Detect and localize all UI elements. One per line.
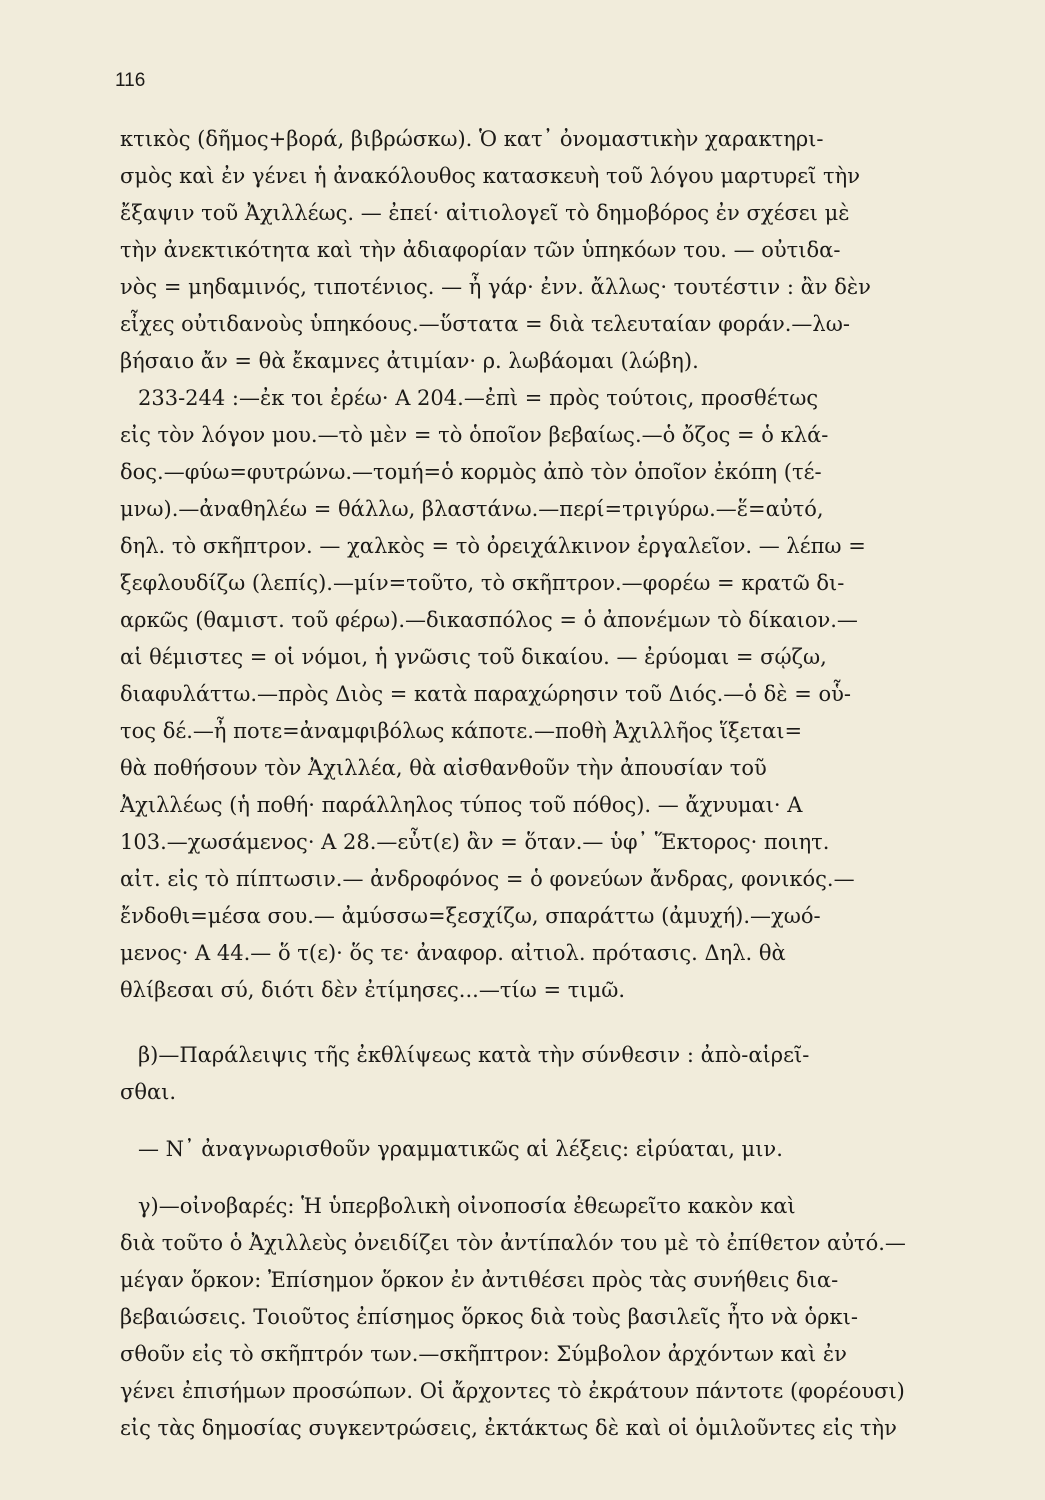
text-line: βεβαιώσεις. Τοιοῦτος ἐπίσημος ὅρκος διὰ τοὺς βασιλεῖς ἦτο νὰ ὁρκι-	[120, 1305, 858, 1329]
text-line: — Ν᾽ ἀναγνωρισθοῦν γραμματικῶς αἱ λέξεις: εἰρύαται, μιν.	[138, 1137, 783, 1161]
text-line: κτικὸς (δῆμος+βορά, βιβρώσκω). Ὁ κατ᾽ ὀνομαστικὴν χαρακτηρι-	[120, 127, 824, 151]
text-line: ἔξαψιν τοῦ Ἀχιλλέως. — ἐπεί· αἰτιολογεῖ τὸ δημοβόρος ἐν σχέσει μὲ	[120, 201, 850, 225]
paragraph-gap	[120, 1168, 980, 1188]
text-line: βήσαιο ἄν = θὰ ἔκαμνες ἀτιμίαν· ρ. λωβάομαι (λώβη).	[120, 349, 699, 373]
text-line: εἰς τὸν λόγον μου.—τὸ μὲν = τὸ ὁποῖον βεβαίως.—ὁ ὄζος = ὁ κλά-	[120, 423, 829, 447]
text-line: μνω).—ἀναθηλέω = θάλλω, βλαστάνω.—περί=τριγύρω.—ἕ=αὐτό,	[120, 497, 824, 521]
text-line: τὴν ἀνεκτικότητα καὶ τὴν ἀδιαφορίαν τῶν ὑπηκόων του. — οὐτιδα-	[120, 238, 841, 262]
text-line: δος.—φύω=φυτρώνω.—τομή=ὁ κορμὸς ἀπὸ τὸν ὁποῖον ἐκόπη (τέ-	[120, 460, 822, 484]
text-line: δηλ. τὸ σκῆπτρον. — χαλκὸς = τὸ ὀρειχάλκινον ἐργαλεῖον. — λέπω =	[120, 534, 866, 558]
paragraph-gap	[120, 1009, 980, 1037]
text-line: αρκῶς (θαμιστ. τοῦ φέρω).—δικασπόλος = ὁ ἀπονέμων τὸ δίκαιον.—	[120, 608, 858, 632]
text-line: διὰ τοῦτο ὁ Ἀχιλλεὺς ὀνειδίζει τὸν ἀντίπαλόν του μὲ τὸ ἐπίθετον αὐτό.—	[120, 1231, 906, 1255]
text-line: σθοῦν εἰς τὸ σκῆπτρόν των.—σκῆπτρον: Σύμβολον ἀρχόντων καὶ ἐν	[120, 1342, 847, 1366]
text-line: τος δέ.—ἦ ποτε=ἀναμφιβόλως κάποτε.—ποθὴ Ἀχιλλῆος ἵξεται=	[120, 719, 803, 743]
commentary-text	[120, 121, 980, 1447]
text-line: Ἀχιλλέως (ἡ ποθή· παράλληλος τύπος τοῦ πόθος). — ἄχνυμαι· Α	[120, 793, 803, 817]
text-line: 103.—χωσάμενος· Α 28.—εὖτ(ε) ἂν = ὅταν.— ὑφ᾽ Ἕκτορος· ποιητ.	[120, 830, 830, 854]
text-line: εἰς τὰς δημοσίας συγκεντρώσεις, ἐκτάκτως δὲ καὶ οἱ ὁμιλοῦντες εἰς τὴν	[120, 1416, 897, 1440]
text-line: σθαι.	[120, 1080, 177, 1104]
paragraph-gap	[120, 1111, 980, 1131]
text-line: ἔνδοθι=μέσα σου.— ἀμύσσω=ξεσχίζω, σπαράττω (ἀμυχή).—χωό-	[120, 904, 821, 928]
text-line: β)—Παράλειψις τῆς ἐκθλίψεως κατὰ τὴν σύνθεσιν : ἀπὸ-αἱρεῖ-	[138, 1043, 810, 1067]
text-line: σμὸς καὶ ἐν γένει ἡ ἀνακόλουθος κατασκευὴ τοῦ λόγου μαρτυρεῖ τὴν	[120, 164, 860, 188]
text-line: γένει ἐπισήμων προσώπων. Οἱ ἄρχοντες τὸ ἐκράτουν πάντοτε (φορέουσι)	[120, 1379, 905, 1403]
text-line: γ)—οἰνοβαρές: Ἡ ὑπερβολικὴ οἰνοποσία ἐθεωρεῖτο κακὸν καὶ	[138, 1194, 796, 1218]
text-line: μενος· Α 44.— ὅ τ(ε)· ὅς τε· ἀναφορ. αἰτιολ. πρότασις. Δηλ. θὰ	[120, 941, 786, 965]
text-line: αἱ θέμιστες = οἱ νόμοι, ἡ γνῶσις τοῦ δικαίου. — ἐρύομαι = σῴζω,	[120, 645, 827, 669]
text-line: θὰ ποθήσουν τὸν Ἀχιλλέα, θὰ αἰσθανθοῦν τὴν ἀπουσίαν τοῦ	[120, 756, 767, 780]
text-line: μέγαν ὅρκον: Ἐπίσημον ὅρκον ἐν ἀντιθέσει πρὸς τὰς συνήθεις δια-	[120, 1268, 839, 1292]
text-line: ξεφλουδίζω (λεπίς).—μίν=τοῦτο, τὸ σκῆπτρον.—φορέω = κρατῶ δι-	[120, 571, 845, 595]
text-line: διαφυλάττω.—πρὸς Διὸς = κατὰ παραχώρησιν τοῦ Διός.—ὁ δὲ = οὗ-	[120, 682, 851, 706]
text-line: νὸς = μηδαμινός, τιποτένιος. — ἦ γάρ· ἐνν. ἄλλως· τουτέστιν : ἂν δὲν	[120, 275, 871, 299]
text-line: εἶχες οὐτιδανοὺς ὑπηκόους.—ὕστατα = διὰ τελευταίαν φοράν.—λω-	[120, 312, 850, 336]
text-line: αἰτ. εἰς τὸ πίπτωσιν.— ἀνδροφόνος = ὁ φονεύων ἄνδρας, φονικός.—	[120, 867, 855, 891]
page-number: 116	[115, 70, 146, 91]
text-line: θλίβεσαι σύ, διότι δὲν ἐτίμησες...—τίω = τιμῶ.	[120, 978, 626, 1002]
text-line: 233-244 :—ἐκ τοι ἐρέω· Α 204.—ἐπὶ = πρὸς τούτοις, προσθέτως	[138, 386, 819, 410]
